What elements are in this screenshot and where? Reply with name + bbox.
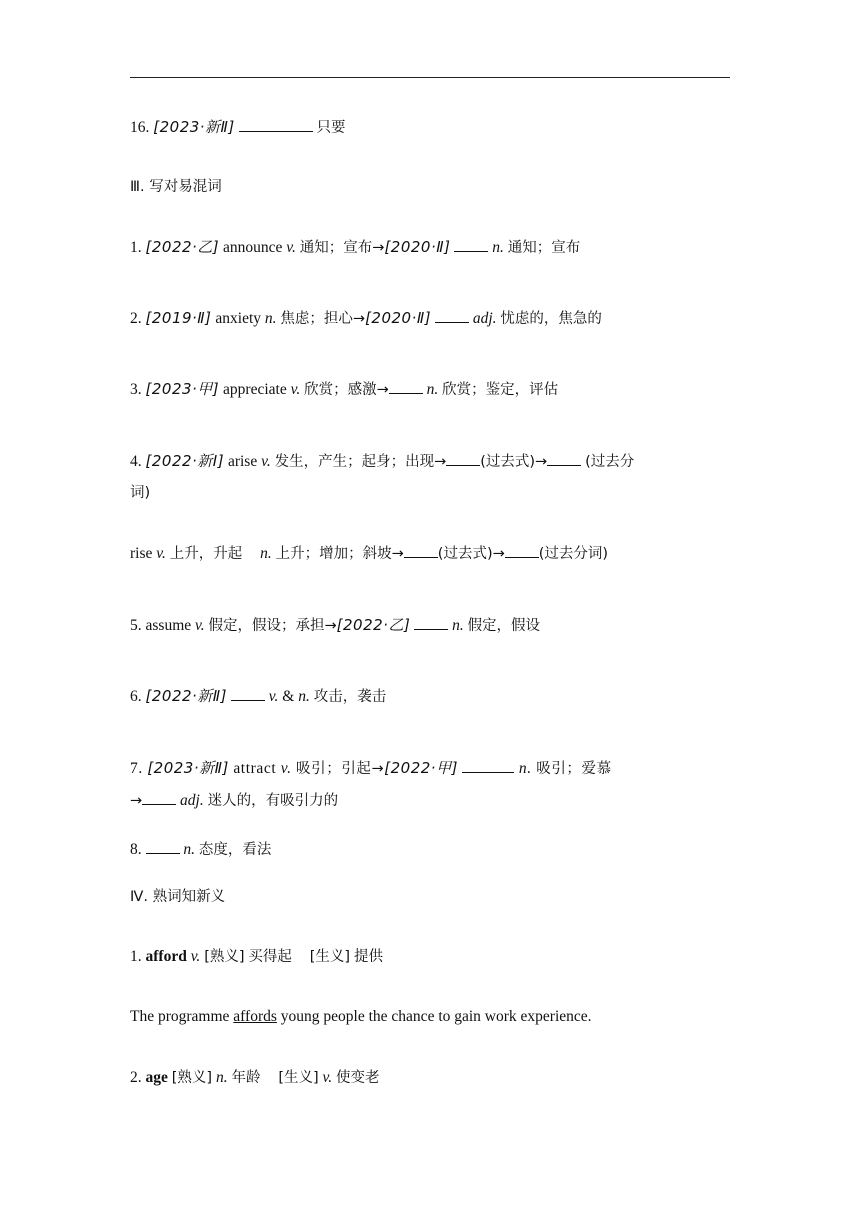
headword: attract [233, 760, 277, 777]
mixup-item-3 [130, 379, 730, 400]
part-of-speech: v. [322, 1069, 333, 1086]
answer-blank[interactable] [454, 237, 488, 252]
meaning: 提供 [353, 949, 383, 965]
answer-blank[interactable] [414, 615, 448, 630]
headword: arise [227, 453, 258, 470]
answer-blank[interactable] [142, 790, 176, 805]
answer-blank[interactable] [446, 451, 480, 466]
part-of-speech: v. [156, 545, 166, 562]
new-meaning-tag: [生义] [309, 949, 351, 965]
item-number: 1. [130, 239, 142, 256]
part-of-speech: n. [264, 310, 277, 327]
mixup-item-7-cont [130, 790, 730, 811]
section-3-title: Ⅲ. 写对易混词 [130, 179, 222, 195]
exam-tag: [2020·Ⅱ] [384, 238, 451, 256]
meaning: 欣赏；鉴定，评估 [442, 382, 559, 398]
answer-blank[interactable] [505, 543, 539, 558]
part-of-speech: v. [268, 688, 279, 705]
answer-blank[interactable] [435, 308, 469, 323]
arrow: → [130, 793, 143, 809]
meaning: 焦虑；担心→ [280, 311, 366, 327]
exam-tag: [2023·新Ⅱ] [147, 759, 229, 777]
exam-tag: [2022·乙] [145, 238, 220, 256]
part-of-speech: v. [195, 617, 205, 634]
meaning: 假定，假设；承担→ [208, 618, 337, 634]
new-meaning-item-1 [130, 947, 730, 967]
form-label: (过去式)→ [437, 546, 505, 562]
exam-tag: [2019·Ⅱ] [145, 309, 212, 327]
headword: assume [145, 617, 192, 634]
item-number: 2. [130, 310, 142, 327]
meaning: 通知；宣布→ [299, 240, 385, 256]
answer-blank[interactable] [146, 839, 180, 854]
mixup-item-4b [130, 543, 730, 564]
meaning: 上升；增加；斜坡→ [275, 546, 404, 562]
sentence-text: The programme [130, 1008, 230, 1025]
meaning: 吸引；爱慕 [536, 761, 612, 777]
part-of-speech: n. [183, 841, 195, 858]
item-number: 2. [130, 1069, 142, 1086]
part-of-speech: adj. [180, 792, 204, 809]
mixup-item-8 [130, 839, 730, 860]
meaning: 忧虑的，焦急的 [500, 311, 602, 327]
top-rule [130, 77, 730, 78]
part-of-speech: n. [492, 239, 504, 256]
mixup-item-4-cont: 词) [130, 485, 151, 501]
item-number: 3. [130, 381, 142, 398]
mixup-item-2 [130, 308, 730, 329]
meaning: 买得起 [248, 949, 292, 965]
part-of-speech: v. [261, 453, 271, 470]
item-number: 8. [130, 841, 142, 858]
answer-blank[interactable] [404, 543, 438, 558]
answer-blank[interactable] [231, 686, 265, 701]
part-of-speech: v. [280, 760, 292, 777]
new-meaning-tag: [生义] [278, 1070, 319, 1086]
mixup-item-4 [130, 451, 730, 472]
part-of-speech: n. [298, 688, 310, 705]
meaning: 态度，看法 [198, 842, 272, 858]
part-of-speech: adj. [472, 310, 497, 327]
form-label: (过去分 [585, 454, 635, 470]
answer-blank[interactable] [547, 451, 581, 466]
meaning: 攻击，袭击 [313, 689, 387, 705]
answer-blank[interactable] [462, 758, 514, 773]
meaning: 只要 [316, 120, 346, 136]
exam-tag: [2022·新Ⅱ] [145, 687, 228, 705]
form-label: (过去分词) [538, 546, 609, 562]
mixup-item-1 [130, 237, 730, 258]
item-number: 1. [130, 948, 142, 965]
exam-tag: [2022·甲] [384, 759, 458, 777]
new-meaning-item-2 [130, 1068, 730, 1088]
familiar-meaning-tag: [熟义] [204, 949, 245, 965]
headword: appreciate [223, 381, 287, 398]
underlined-word: affords [233, 1008, 277, 1025]
meaning: 迷人的，有吸引力的 [207, 793, 339, 809]
part-of-speech: n. [452, 617, 464, 634]
meaning: 年龄 [231, 1070, 261, 1086]
item-16 [130, 117, 730, 138]
familiar-meaning-tag: [熟义] [171, 1070, 213, 1086]
part-of-speech: v. [286, 239, 296, 256]
exam-tag: [2022·乙] [336, 616, 411, 634]
meaning: 欣赏；感激→ [304, 382, 389, 398]
exam-tag: [2020·Ⅱ] [365, 309, 432, 327]
item-number: 5. [130, 617, 142, 634]
answer-blank[interactable] [239, 117, 313, 132]
exam-tag: [2022·新Ⅰ] [145, 452, 225, 470]
meaning: 吸引；引起→ [296, 761, 385, 777]
item-number: 6. [130, 688, 142, 705]
item-number: 16. [130, 119, 150, 136]
form-label: (过去式)→ [480, 454, 548, 470]
example-sentence-1 [130, 1007, 730, 1027]
meaning: 发生，产生；起身；出现→ [274, 454, 447, 470]
part-of-speech: n. [426, 381, 439, 398]
exam-tag: [2023·甲] [145, 380, 220, 398]
mixup-item-6 [130, 686, 730, 707]
sentence-text: young people the chance to gain work experience. [280, 1008, 592, 1025]
mixup-item-7 [130, 758, 730, 779]
item-number: 7. [130, 760, 143, 777]
headword: anxiety [215, 310, 262, 327]
headword: afford [145, 948, 187, 965]
meaning: 假定，假设 [467, 618, 541, 634]
part-of-speech: n. [215, 1069, 228, 1086]
part-of-speech: n. [518, 760, 532, 777]
section-4-title: Ⅳ. 熟词知新义 [130, 889, 226, 905]
headword: rise [130, 545, 153, 562]
headword: age [145, 1069, 168, 1086]
meaning: 通知；宣布 [507, 240, 581, 256]
ampersand: & [282, 688, 295, 705]
exam-tag: [2023·新Ⅱ] [153, 118, 235, 136]
part-of-speech: v. [190, 948, 201, 965]
mixup-item-5 [130, 615, 730, 636]
meaning: 上升，升起 [169, 546, 243, 562]
headword: announce [223, 239, 283, 256]
part-of-speech: n. [260, 545, 272, 562]
part-of-speech: v. [290, 381, 301, 398]
meaning: 使变老 [336, 1070, 380, 1086]
answer-blank[interactable] [389, 379, 423, 394]
item-number: 4. [130, 453, 142, 470]
